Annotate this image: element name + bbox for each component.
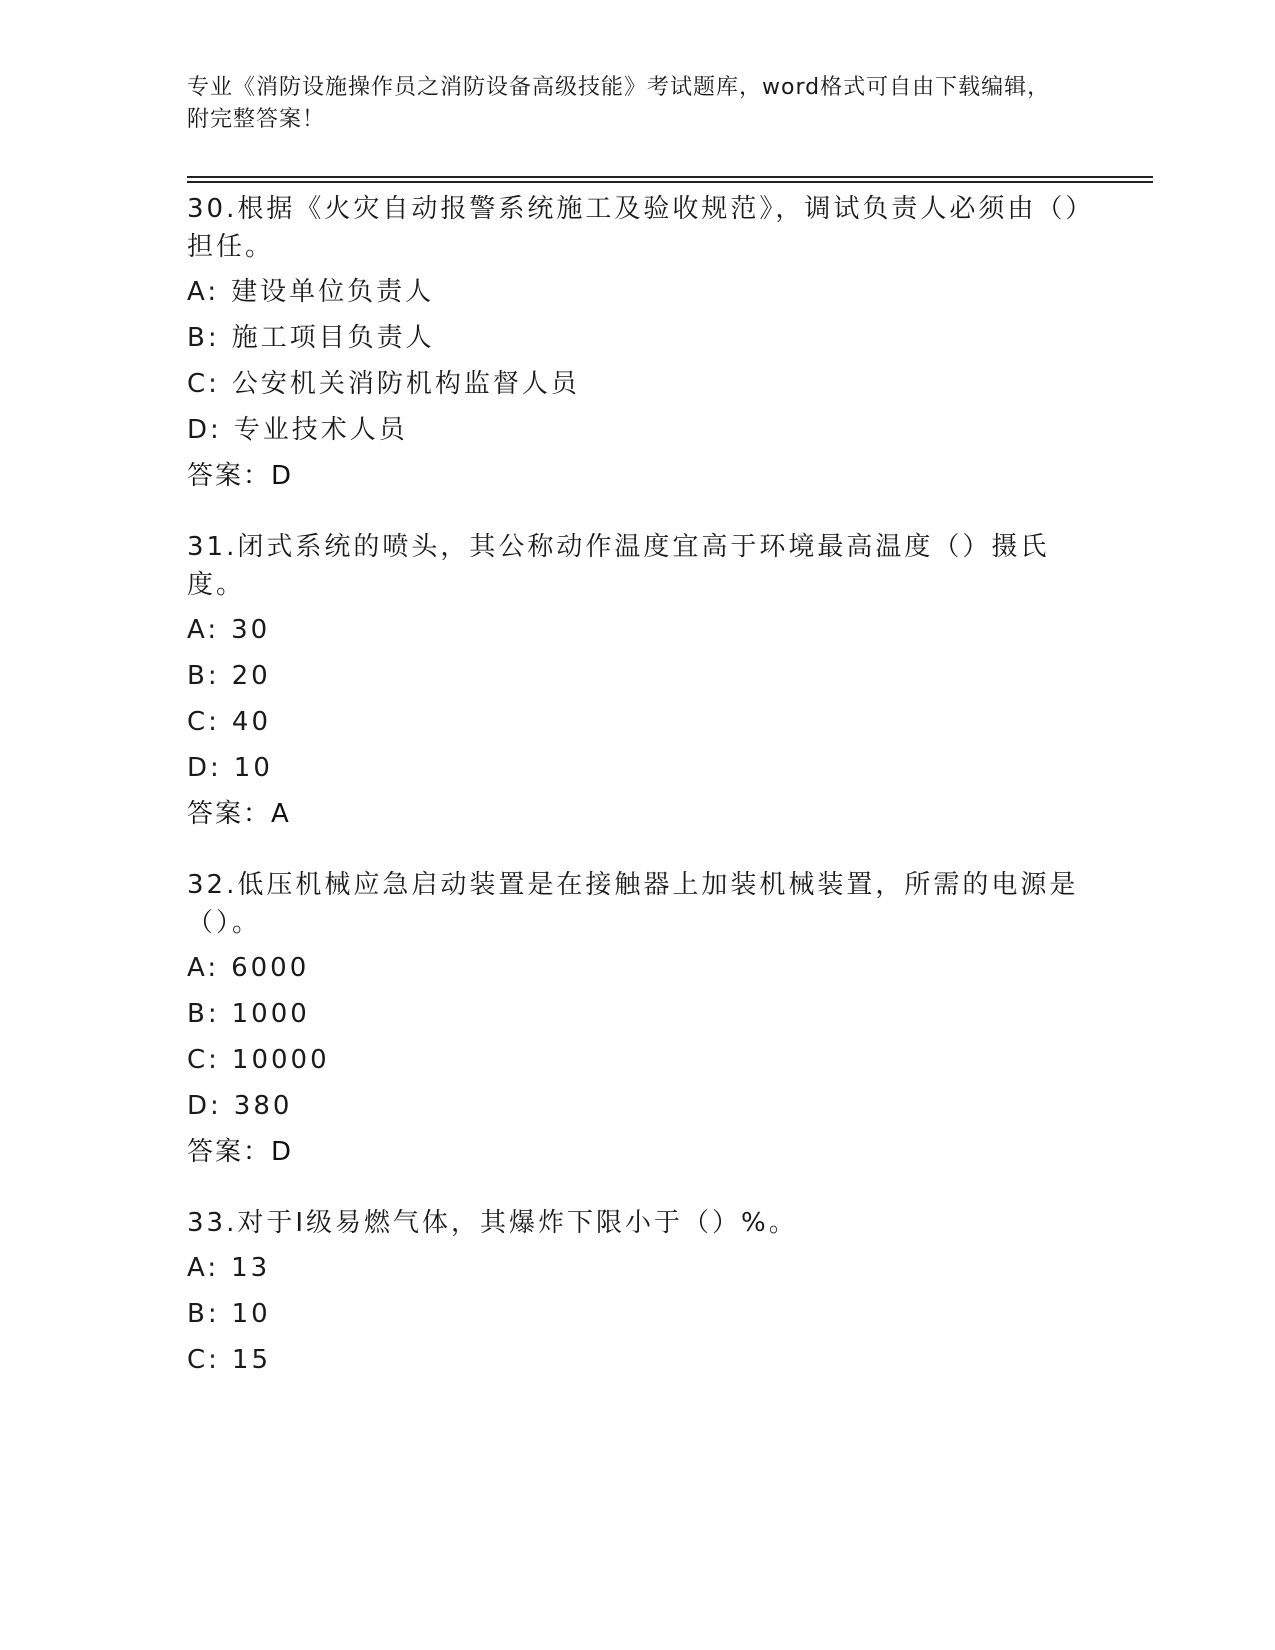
option-letter: C: (187, 369, 220, 399)
option-text: 40 (231, 707, 272, 737)
option-letter: A: (187, 615, 220, 645)
question-stem: 30.根据《火灾自动报警系统施工及验收规范》，调试负责人必须由（）担任。 (187, 194, 1082, 262)
option-text: 20 (231, 661, 271, 691)
option-d (187, 410, 1087, 456)
question-33 (187, 1204, 1087, 1386)
option-letter: D: (187, 1091, 222, 1121)
answer-line: 答案：D (187, 1137, 294, 1167)
option-letter: B: (187, 999, 220, 1029)
option-a (187, 948, 1087, 994)
option-c (187, 702, 1087, 748)
option-c (187, 1340, 1087, 1386)
option-letter: B: (187, 661, 220, 691)
option-text: 380 (233, 1091, 293, 1121)
option-c (187, 1040, 1087, 1086)
document-header: 专业《消防设施操作员之消防设备高级技能》考试题库，word格式可自由下载编辑，附完整答案！ (187, 75, 1051, 132)
option-d (187, 1086, 1087, 1132)
header-rule-top (187, 176, 1153, 178)
option-text: 专业技术人员 (233, 415, 408, 445)
option-text: 10000 (231, 1045, 330, 1075)
question-stem: 33.对于Ⅰ级易燃气体，其爆炸下限小于（）%。 (187, 1208, 798, 1238)
option-a (187, 610, 1087, 656)
option-text: 10 (231, 1299, 271, 1329)
option-letter: C: (187, 1345, 220, 1375)
option-text: 公安机关消防机构监督人员 (231, 369, 580, 399)
option-letter: A: (187, 953, 220, 983)
option-letter: B: (187, 1299, 220, 1329)
question-stem: 31.闭式系统的喷头，其公称动作温度宜高于环境最高温度（）摄氏度。 (187, 532, 1050, 600)
answer-line: 答案：A (187, 799, 291, 829)
option-letter: B: (187, 323, 220, 353)
option-text: 30 (231, 615, 271, 645)
option-letter: C: (187, 1045, 220, 1075)
option-b (187, 994, 1087, 1040)
question-list (187, 190, 1087, 1412)
option-letter: C: (187, 707, 220, 737)
option-b (187, 1294, 1087, 1340)
answer-line: 答案：D (187, 461, 294, 491)
option-text: 1000 (231, 999, 310, 1029)
option-b (187, 318, 1087, 364)
option-text: 建设单位负责人 (231, 277, 435, 307)
option-letter: A: (187, 1253, 220, 1283)
option-b (187, 656, 1087, 702)
option-letter: A: (187, 277, 220, 307)
question-30 (187, 190, 1087, 502)
option-text: 15 (231, 1345, 272, 1375)
option-d (187, 748, 1087, 794)
option-text: 13 (231, 1253, 271, 1283)
option-text: 10 (233, 753, 273, 783)
option-a (187, 1248, 1087, 1294)
option-a (187, 272, 1087, 318)
option-text: 施工项目负责人 (231, 323, 435, 353)
option-letter: D: (187, 415, 222, 445)
header-rule-bottom (187, 181, 1153, 183)
question-32 (187, 866, 1087, 1178)
option-text: 6000 (231, 953, 310, 983)
question-stem: 32.低压机械应急启动装置是在接触器上加装机械装置，所需的电源是（）。 (187, 870, 1079, 938)
question-31 (187, 528, 1087, 840)
option-letter: D: (187, 753, 222, 783)
option-c (187, 364, 1087, 410)
